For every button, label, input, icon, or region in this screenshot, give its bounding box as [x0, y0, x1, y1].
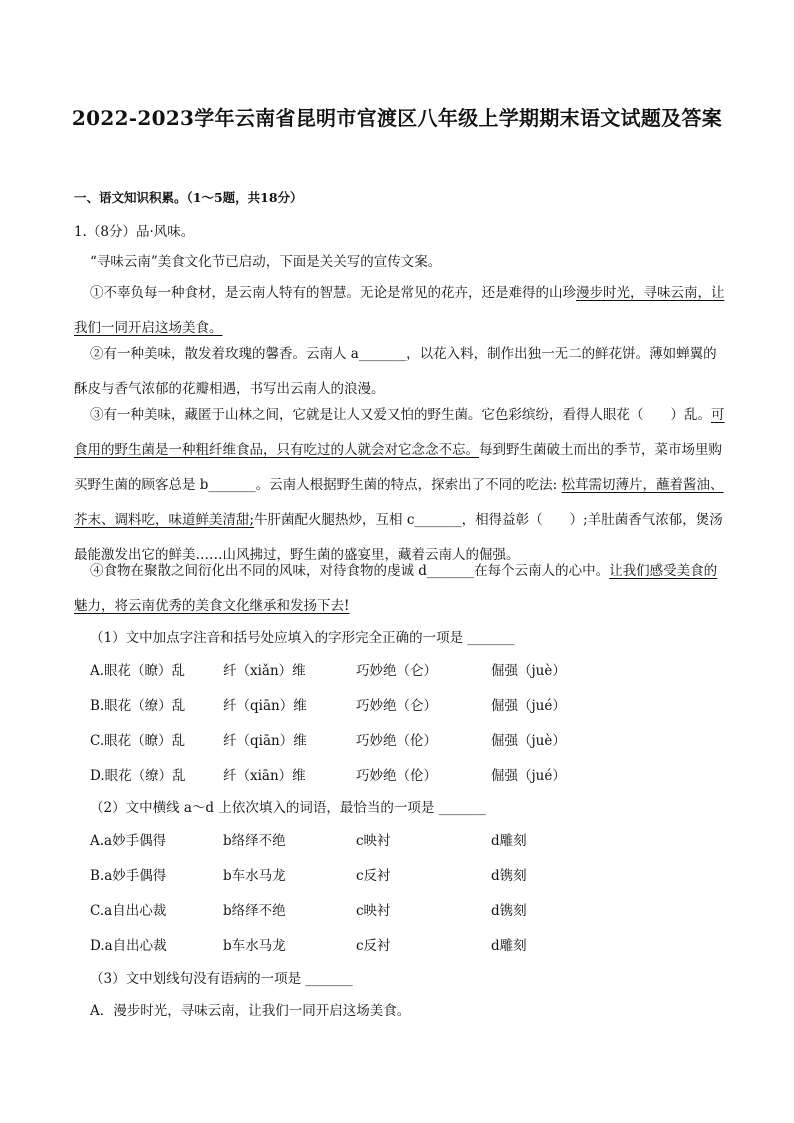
option-cell: b车水马龙	[223, 938, 286, 954]
underlined-sentence-4: 让我们感受美食的魅力，将云南优秀的美食文化继承和发扬下去!	[74, 563, 718, 614]
paragraph-1	[74, 276, 730, 346]
paragraph-3	[74, 398, 730, 573]
paragraph-3-text-c: 每到野生菌破土而出的季节，菜市场里购买野生菌的顾客总是 b_______。云南人根据野生菌的特点，探索出了不同的吃法:	[74, 442, 722, 493]
option-cell: d雕刻	[491, 833, 527, 849]
option-cell: c映衬	[356, 833, 391, 849]
option-cell: 倔强（jué）	[491, 768, 566, 784]
sub-question-2-prompt: （2）文中横线 a～d 上依次填入的词语，最恰当的一项是 _______	[90, 800, 486, 816]
option-cell: b络绎不绝	[223, 833, 286, 849]
question-1-header: 1.（8分）品·风味。	[74, 224, 195, 240]
underlined-sentence-3: 松茸需切薄片，蘸着酱油、芥末、调料吃，味道鲜美清甜;	[74, 477, 724, 528]
option-cell: C.a自出心裁	[90, 903, 167, 919]
option-cell: D.眼花（缭）乱	[90, 768, 186, 784]
option-cell: 倔强（jué）	[491, 698, 566, 714]
page-title: 2022-2023学年云南省昆明市官渡区八年级上学期期末语文试题及答案	[71, 106, 723, 130]
option-cell: C.眼花（瞭）乱	[90, 733, 186, 749]
option-cell: 纤（qiān）维	[223, 733, 307, 749]
option-cell: 倔强（juè）	[491, 733, 566, 749]
option-cell: d雕刻	[491, 938, 527, 954]
option-cell: B.眼花（缭）乱	[90, 698, 186, 714]
option-cell: c映衬	[356, 903, 391, 919]
paragraph-2: ②有一种美味，散发着玫瑰的馨香。云南人 a_______，以花入料，制作出独一无二的鲜花饼。薄如蝉翼的酥皮与香气浓郁的花瓣相遇，书写出云南人的浪漫。	[74, 346, 717, 397]
option-cell: D.a自出心裁	[90, 938, 167, 954]
paragraph-3-text-a: ③有一种美味，藏匿于山林之间，它就是让人又爱又怕的野生菌。它色彩缤纷，看得人眼花（ ）乱。	[90, 407, 711, 423]
option-cell: A.a妙手偶得	[90, 833, 167, 849]
option-cell: B.a妙手偶得	[90, 868, 167, 884]
option-cell: 巧妙绝（仑）	[356, 663, 437, 679]
option-cell: b络绎不绝	[223, 903, 286, 919]
paragraph-4	[74, 554, 730, 624]
paragraph-4-text: ④食物在聚散之间衍化出不同的风味，对待食物的虔诚 d_______在每个云南人的心中。	[90, 563, 610, 579]
sub-question-1-prompt: （1）文中加点字注音和括号处应填入的字形完全正确的一项是 _______	[90, 630, 515, 646]
option-cell: A.眼花（瞭）乱	[90, 663, 186, 679]
option-cell: 纤（xiǎn）维	[223, 663, 306, 679]
option-cell: 巧妙绝（伦）	[356, 768, 437, 784]
option-cell: 纤（xiān）维	[223, 768, 306, 784]
option-cell: d镌刻	[491, 903, 527, 919]
paragraph-1-text: ①不辜负每一种食材，是云南人特有的智慧。无论是常见的花卉，还是难得的山珍	[90, 285, 576, 301]
option-cell: 巧妙绝（仑）	[356, 698, 437, 714]
question-1-intro: “寻味云南”美食文化节已启动，下面是关关写的宣传文案。	[90, 254, 442, 270]
option-cell: c反衬	[356, 868, 391, 884]
option-cell: b车水马龙	[223, 868, 286, 884]
option-cell: c反衬	[356, 938, 391, 954]
option-cell: 巧妙绝（伦）	[356, 733, 437, 749]
sub-question-3-prompt: （3）文中划线句没有语病的一项是 _______	[90, 971, 353, 987]
paragraph-3-text-e: 牛肝菌配火腿热炒，互相 c_______，相得益彰（ ）;羊肚菌香气浓郁，煲汤最能激发出它的鲜美……山风拂过，野生菌的盛宴里，藏着云南人的倔强。	[74, 512, 723, 563]
option-cell: 倔强（juè）	[491, 663, 566, 679]
option-cell: 纤（qiān）维	[223, 698, 307, 714]
underlined-sentence-1: 漫步时光，寻味云南，让我们一同开启这场美食。	[74, 285, 725, 336]
section-heading: 一、语文知识积累。（1～5题，共18分）	[74, 190, 303, 205]
option-cell: d镌刻	[491, 868, 527, 884]
underlined-sentence-2: 可食用的野生菌是一种粗纤维食品，只有吃过的人就会对它念念不忘。	[74, 407, 725, 458]
sub3-option-a[interactable]: A．漫步时光，寻味云南，让我们一同开启这场美食。	[90, 1003, 411, 1019]
